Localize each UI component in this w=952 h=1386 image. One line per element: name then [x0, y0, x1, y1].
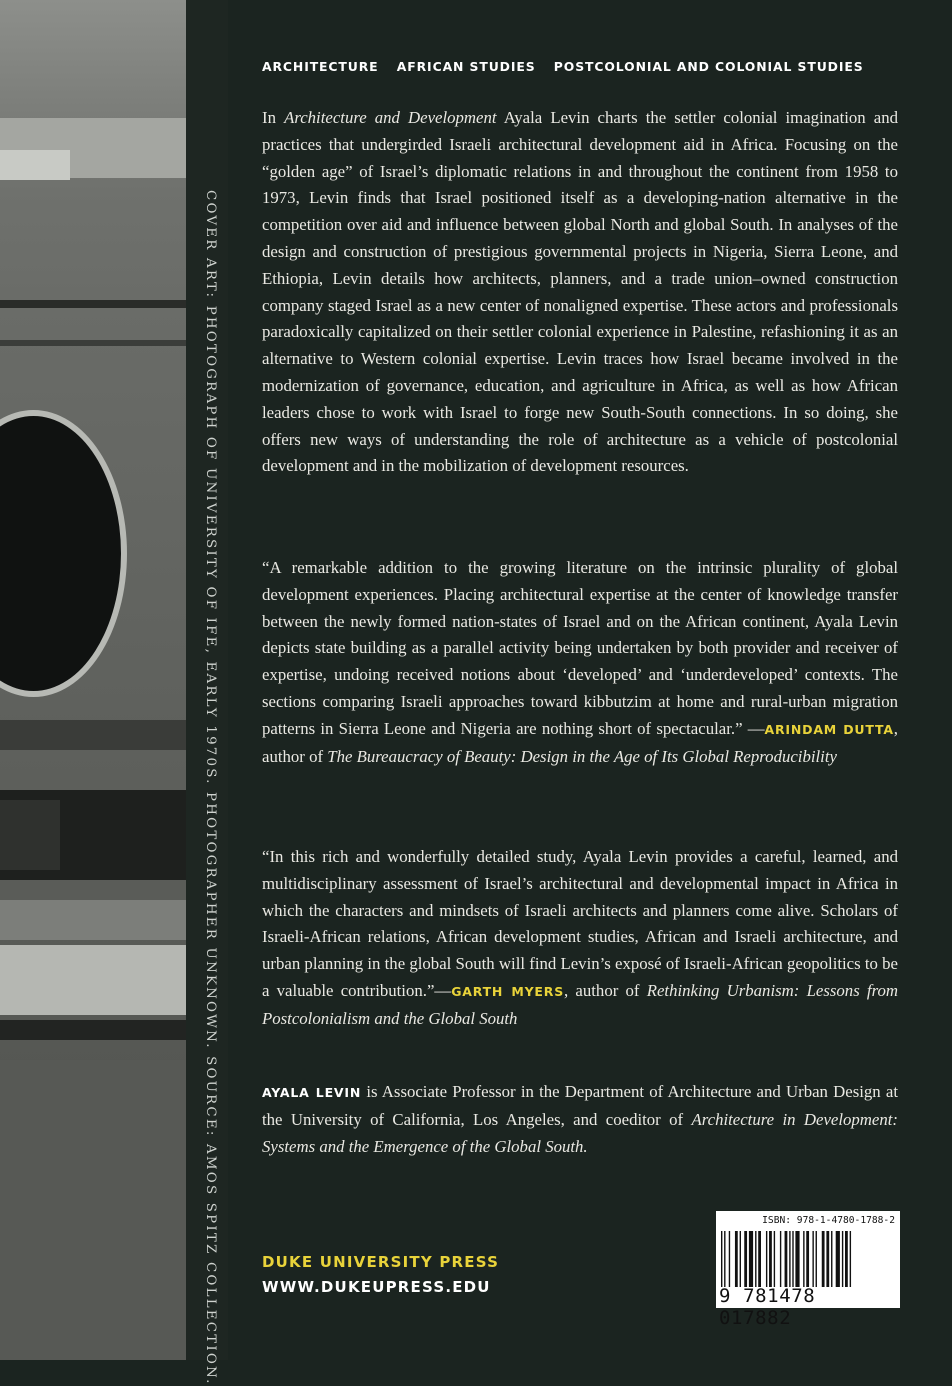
subject-categories [262, 59, 877, 74]
barcode-bar [826, 1231, 829, 1287]
barcode-bar [792, 1231, 793, 1287]
bio-name: AYALA LEVIN [262, 1085, 362, 1100]
barcode-bar [806, 1231, 809, 1287]
barcode-bar [724, 1231, 725, 1287]
circular-opening [0, 410, 127, 697]
bio-work: Architecture in Development: Systems and the Emergence of the Global South. [262, 1109, 898, 1156]
barcode-bar [816, 1231, 817, 1287]
barcode-bar [822, 1231, 825, 1287]
barcode-bar [769, 1231, 772, 1287]
blurb-author-work: Rethinking Urbanism: Lessons from Postcolonialism and the Global South [262, 980, 899, 1028]
barcode-bar [845, 1231, 848, 1287]
category-architecture: ARCHITECTURE [262, 59, 379, 74]
barcode-bar [740, 1231, 741, 1287]
isbn-text: ISBN: 978-1-4780-1788-2 [762, 1215, 895, 1226]
barcode-bars [721, 1231, 896, 1287]
barcode-bar [785, 1231, 788, 1287]
isbn-barcode [716, 1211, 900, 1329]
publisher-name: DUKE UNIVERSITY PRESS [262, 1253, 500, 1271]
barcode-bar [789, 1231, 790, 1287]
book-description: In Architecture and Development Ayala Levin charts the settler colonial imagination and practices that undergirded Israeli architectural development aid in Africa. Focusing on the “golden age” of Israel’s diplomatic relations in and throughout the continent from 1958 to 1973, Levin finds that Israel positioned itself as a developing-nation alternative in the competition over aid and influence between global North and global South. In analyses of the design and construction of prestigious governmental projects in Nigeria, Sierra Leone, and Ethiopia, Levin details how architects, planners, and a trade union–owned construction company staged Israel as a new center of nonaligned expertise. These actors and professionals paradoxically capitalized on their settler colonial experience in Palestine, refashioning it as an alternative to Western colonial expertise. Levin traces how Israel became involved in the modernization of governance, education, and agriculture in Africa, as well as how African leaders chose to work with Israel to forge new South-South connections. In so doing, she offers new ways of understanding the role of architecture as a vehicle of postcolonial development and in the mobilization of development resources. [262, 108, 898, 476]
barcode-bar [842, 1231, 843, 1287]
category-african-studies: AFRICAN STUDIES [396, 59, 536, 74]
blurb-dutta: “A remarkable addition to the growing literature on the intrinsic plurality of global development experiences. Placing architectural expertise at the center of knowledge transfer between the newly formed nation-states of Israel and on the African continent, Ayala Levin depicts state building as a parallel activity being undertaken by both provider and receiver of expertise, undoing received notions about ‘developed’ and ‘underdeveloped’ contexts. The sections comparing Israeli approaches toward kibbutzim at home and rural-urban migration patterns in Sierra Leone and Nigeria are nothing short of spectacular.” —ARINDAM DUTTA, author of The Bureaucracy of Beauty: Design in the Age of Its Global Reproducibility [262, 558, 898, 766]
cover-photograph [0, 0, 186, 1360]
barcode-bar [744, 1231, 747, 1287]
category-postcolonial-studies: POSTCOLONIAL AND COLONIAL STUDIES [553, 59, 864, 74]
blurb-author: ARINDAM DUTTA [764, 721, 894, 737]
barcode-bar [774, 1231, 775, 1287]
barcode-digits: 9 781478 017882 [719, 1285, 816, 1329]
cover-art-credit: COVER ART: PHOTOGRAPH OF UNIVERSITY OF IFE, EARLY 1970S. PHOTOGRAPHER UNKNOWN. SOURCE: AMOS SPITZ COLLECTION. [203, 190, 218, 1386]
barcode-bar [795, 1231, 799, 1287]
barcode-bar [803, 1231, 804, 1287]
barcode-bar [749, 1231, 753, 1287]
publisher-url: WWW.DUKEUPRESS.EDU [262, 1278, 491, 1296]
barcode-bar [766, 1231, 767, 1287]
barcode-bar [755, 1231, 756, 1287]
author-bio: AYALA LEVIN is Associate Professor in the Department of Architecture and Urban Design at the University of California, Los Angeles, and coeditor of Architecture in Development: Systems and the Emergence of the Global South. [262, 1082, 899, 1156]
barcode-bar [850, 1231, 851, 1287]
blurb-author: GARTH MYERS [451, 983, 565, 999]
barcode-bar [729, 1231, 730, 1287]
barcode-bar [836, 1231, 840, 1287]
book-title: Architecture and Development [284, 108, 497, 127]
barcode-bar [780, 1231, 781, 1287]
barcode-bar [758, 1231, 761, 1287]
barcode-bar [812, 1231, 813, 1287]
blurb-myers: “In this rich and wonderfully detailed study, Ayala Levin provides a careful, learned, and multidisciplinary assessment of Israel’s architectural and developmental impact in Africa in which the characters and mindsets of Israeli architects and planners come alive. Scholars of Israeli-African relations, African development studies, African and Israeli architecture, and urban planning in the global South will find Levin’s exposé of Israeli-African geopolitics to be a valuable contribution.”—GARTH MYERS, author of Rethinking Urbanism: Lessons from Postcolonialism and the Global South [262, 847, 899, 1028]
blurb-author-work: The Bureaucracy of Beauty: Design in the Age of Its Global Reproducibility [327, 746, 837, 766]
barcode-bar [721, 1231, 722, 1287]
publisher-block [262, 1250, 499, 1300]
barcode-bar [831, 1231, 832, 1287]
barcode-bar [735, 1231, 738, 1287]
